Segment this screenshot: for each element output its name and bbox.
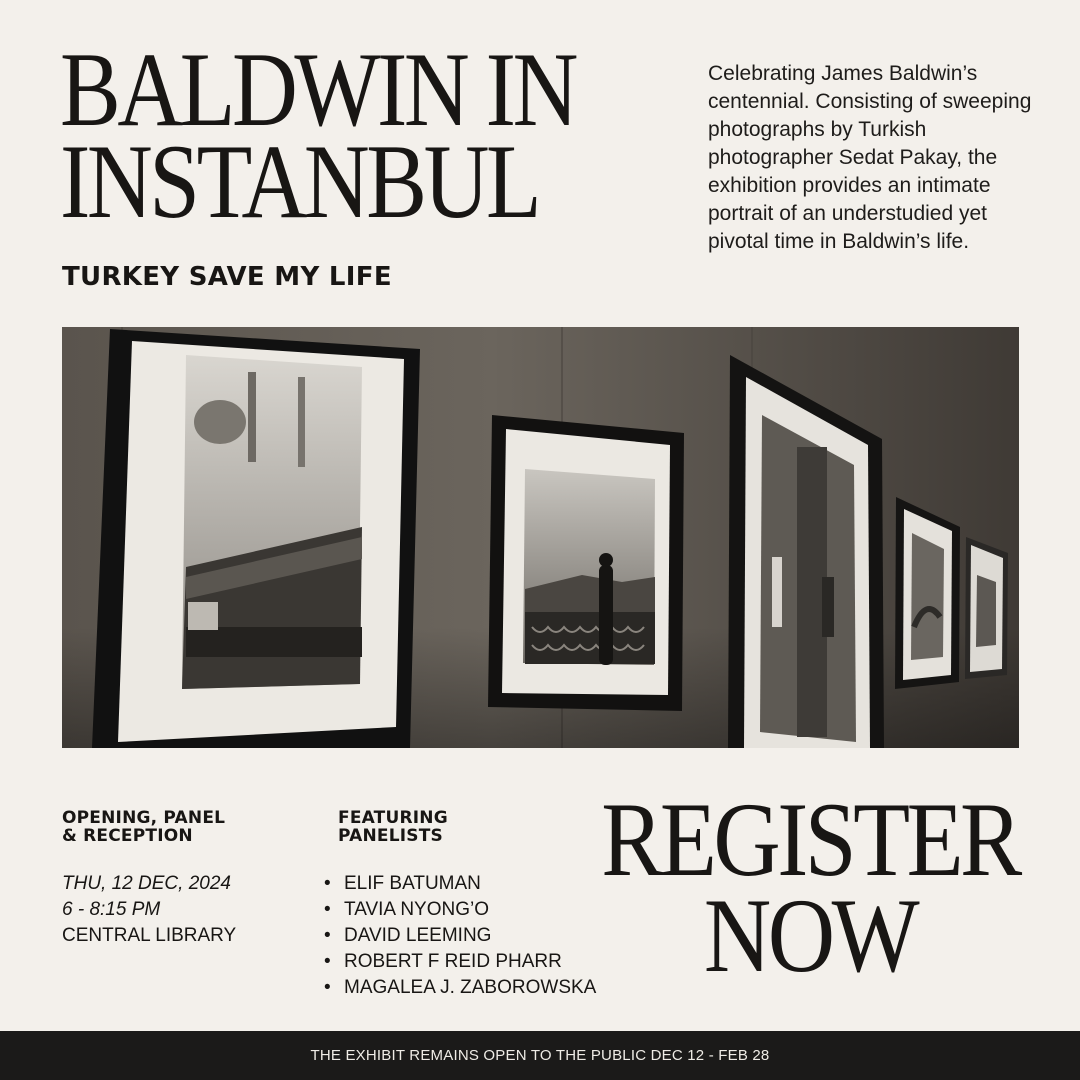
register-now-cta[interactable] [590, 781, 1030, 994]
gallery-wall-illustration [62, 327, 1019, 748]
event-location: CENTRAL LIBRARY [62, 925, 237, 946]
exhibit-title [60, 31, 610, 240]
exhibit-description: Celebrating James Baldwin’s centennial. Consisting of sweeping photographs by Turkish photographer Sedat Pakay, the exhibition provides an intimate portrait of an understudied yet pivotal time in Baldwin’s life. [708, 62, 1032, 253]
panelist-item: • DAVID LEEMING [324, 923, 596, 949]
event-date: THU, 12 DEC, 2024 [62, 873, 231, 894]
register-cta-line-1: REGISTER [601, 781, 1019, 898]
panelists-heading-line-1: FEATURING [338, 808, 448, 828]
exhibit-subtitle: TURKEY SAVE MY LIFE [62, 262, 392, 292]
event-time: 6 - 8:15 PM [62, 899, 161, 920]
panelist-item: • MAGALEA J. ZABOROWSKA [324, 975, 596, 1001]
opening-heading [62, 809, 225, 845]
exhibit-title-line-2: INSTANBUL [60, 123, 539, 240]
exhibit-title-line-1: BALDWIN IN [60, 31, 575, 148]
event-details [62, 871, 236, 949]
footer-bar [0, 1031, 1080, 1080]
panelist-item: • TAVIA NYONG’O [324, 897, 596, 923]
panelist-item: • ELIF BATUMAN [324, 871, 596, 897]
footer-text: THE EXHIBIT REMAINS OPEN TO THE PUBLIC DEC 12 - FEB 28 [310, 1047, 770, 1064]
panelist-item: • ROBERT F REID PHARR [324, 949, 596, 975]
gallery-photo [62, 327, 1019, 748]
panelists-heading-line-2: PANELISTS [338, 826, 443, 846]
register-cta-line-2: NOW [703, 877, 917, 994]
opening-heading-line-1: OPENING, PANEL [62, 808, 226, 828]
opening-heading-line-2: & RECEPTION [62, 826, 193, 846]
panelists-heading [338, 809, 448, 845]
panelist-list [324, 871, 596, 1001]
